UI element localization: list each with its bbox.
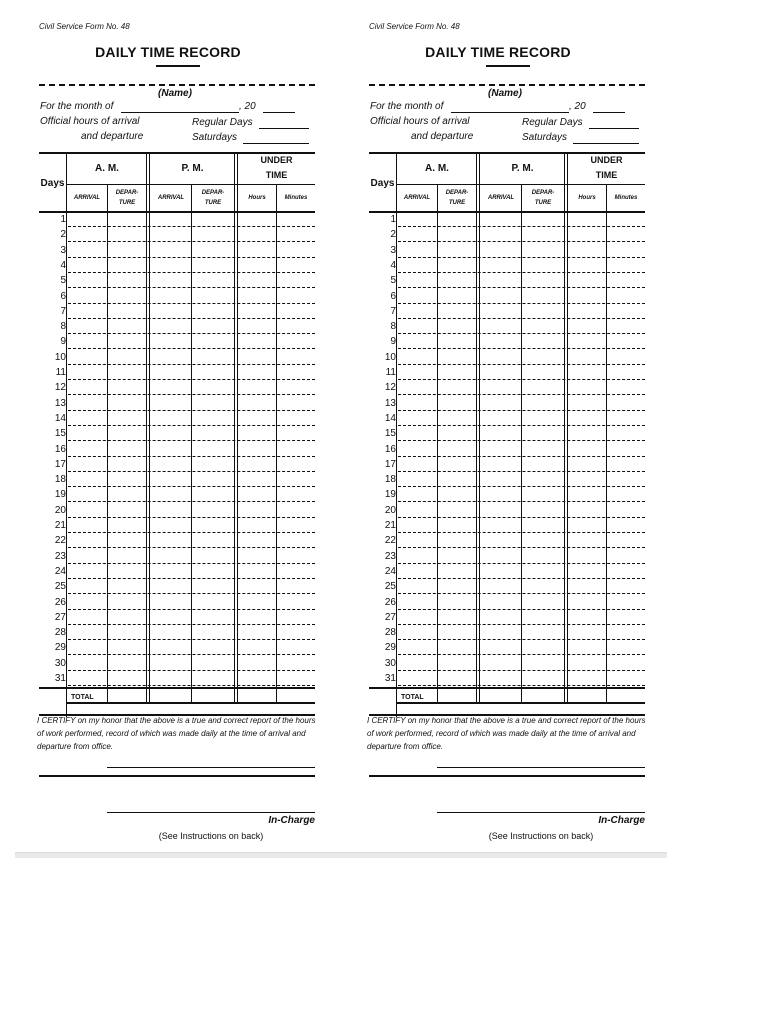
- day-row-line: [68, 440, 315, 441]
- day-number: 20: [384, 504, 396, 516]
- day-row-line: [68, 486, 315, 487]
- title-underline: [486, 65, 530, 67]
- day-number: 7: [60, 305, 66, 317]
- day-row-line: [68, 471, 315, 472]
- day-number: 3: [60, 244, 66, 256]
- in-charge-label: In-Charge: [598, 815, 645, 826]
- day-row-line: [398, 425, 645, 426]
- days-header: Days: [370, 178, 395, 189]
- day-number: 18: [54, 474, 66, 486]
- day-row-line: [398, 624, 645, 625]
- day-row-line: [68, 609, 315, 610]
- instructions-note: (See Instructions on back): [158, 831, 264, 841]
- day-number: 15: [54, 428, 66, 440]
- day-number: 6: [390, 290, 396, 302]
- regular-days-blank: [259, 128, 309, 129]
- day-number: 5: [390, 275, 396, 287]
- minutes-header: Minutes: [614, 195, 638, 201]
- day-number: 26: [54, 596, 66, 608]
- day-row-line: [68, 241, 315, 242]
- day-number: 11: [385, 367, 396, 378]
- day-row-line: [68, 226, 315, 227]
- day-number: 14: [54, 412, 66, 424]
- day-number: 15: [384, 428, 396, 440]
- day-number: 20: [54, 504, 66, 516]
- day-row-line: [398, 272, 645, 273]
- day-row-line: [398, 563, 645, 564]
- day-number: 3: [390, 244, 396, 256]
- day-number: 2: [60, 229, 66, 241]
- am-departure-header-2: TURE: [118, 200, 136, 206]
- day-row-line: [68, 379, 315, 380]
- day-row-line: [398, 517, 645, 518]
- day-row-line: [398, 333, 645, 334]
- day-number: 23: [384, 550, 396, 562]
- day-row-line: [398, 379, 645, 380]
- under-header: UNDER: [260, 155, 293, 165]
- day-number: 1: [60, 214, 66, 225]
- day-number: 25: [384, 581, 396, 593]
- day-number: 29: [54, 642, 66, 654]
- day-row-line: [398, 456, 645, 457]
- divider-line: [369, 775, 645, 777]
- day-number: 18: [384, 474, 396, 486]
- month-blank: [121, 112, 239, 113]
- am-arrival-header: ARRIVAL: [73, 195, 101, 201]
- day-number: 8: [390, 321, 396, 333]
- day-row-line: [68, 257, 315, 258]
- day-number: 12: [384, 382, 396, 394]
- day-row-line: [68, 456, 315, 457]
- day-row-line: [398, 486, 645, 487]
- day-number: 17: [384, 458, 396, 470]
- month-blank: [451, 112, 569, 113]
- dtr-form-left: [37, 0, 327, 860]
- form-title: DAILY TIME RECORD: [95, 44, 241, 60]
- form-number: Civil Service Form No. 48: [39, 22, 130, 31]
- day-number: 4: [60, 259, 66, 271]
- saturdays-blank: [573, 143, 639, 144]
- year-blank: [593, 112, 625, 113]
- day-row-line: [68, 410, 315, 411]
- day-row-line: [68, 348, 315, 349]
- time-record-table: [39, 152, 315, 717]
- day-number: 23: [54, 550, 66, 562]
- day-row-line: [398, 364, 645, 365]
- year-label: , 20: [569, 101, 586, 112]
- day-row-line: [68, 670, 315, 671]
- employee-signature-line: [437, 767, 645, 768]
- minutes-header: Minutes: [284, 195, 308, 201]
- day-row-line: [68, 318, 315, 319]
- day-number: 6: [60, 290, 66, 302]
- name-label: (Name): [488, 88, 522, 99]
- pm-header: P. M.: [181, 163, 204, 174]
- day-number: 19: [384, 489, 396, 501]
- pm-arrival-header: ARRIVAL: [157, 195, 185, 201]
- day-number: 19: [54, 489, 66, 501]
- dtr-form-right: [367, 0, 657, 860]
- am-departure-header: DEPAR-: [445, 190, 469, 196]
- day-number: 22: [384, 535, 396, 547]
- day-number: 31: [384, 673, 396, 684]
- in-charge-label: In-Charge: [268, 815, 315, 826]
- day-number: 27: [384, 611, 396, 623]
- day-row-line: [68, 425, 315, 426]
- certification-text: I CERTIFY on my honor that the above is a true and correct report of the hours of work performed, record of which was made daily at the time of arrival and departure from office.: [367, 716, 646, 751]
- day-row-line: [398, 241, 645, 242]
- in-charge-signature-line: [107, 812, 315, 813]
- day-row-line: [398, 685, 645, 686]
- day-number: 13: [54, 397, 66, 409]
- day-row-line: [398, 654, 645, 655]
- regular-days-label: Regular Days: [522, 117, 583, 128]
- horizontal-scrollbar[interactable]: [15, 852, 667, 858]
- day-row-line: [68, 287, 315, 288]
- year-blank: [263, 112, 295, 113]
- day-row-line: [398, 501, 645, 502]
- pm-header: P. M.: [511, 163, 534, 174]
- day-number: 27: [54, 611, 66, 623]
- certification-text: I CERTIFY on my honor that the above is a true and correct report of the hours of work performed, record of which was made daily at the time of arrival and departure from office.: [37, 716, 316, 751]
- day-row-line: [398, 440, 645, 441]
- day-row-line: [68, 547, 315, 548]
- day-row-line: [398, 394, 645, 395]
- day-number: 5: [60, 275, 66, 287]
- regular-days-blank: [589, 128, 639, 129]
- day-row-line: [398, 578, 645, 579]
- title-underline: [156, 65, 200, 67]
- day-row-line: [68, 532, 315, 533]
- day-row-line: [68, 639, 315, 640]
- form-title: DAILY TIME RECORD: [425, 44, 571, 60]
- day-row-line: [398, 348, 645, 349]
- saturdays-label: Saturdays: [192, 132, 238, 143]
- day-number: 29: [384, 642, 396, 654]
- year-label: , 20: [239, 101, 256, 112]
- name-line: [369, 84, 645, 86]
- day-number: 21: [384, 520, 396, 531]
- pm-arrival-header: ARRIVAL: [487, 195, 515, 201]
- day-row-line: [68, 654, 315, 655]
- pm-departure-header: DEPAR-: [531, 190, 555, 196]
- day-number: 9: [390, 336, 396, 348]
- day-number: 1: [390, 214, 396, 225]
- day-number: 9: [60, 336, 66, 348]
- day-number: 30: [384, 657, 396, 669]
- departure-label: and departure: [411, 131, 474, 142]
- day-number: 24: [384, 565, 396, 577]
- time-record-table: [369, 152, 645, 717]
- day-number: 16: [384, 443, 396, 455]
- day-row-line: [68, 578, 315, 579]
- am-departure-header-2: TURE: [448, 200, 466, 206]
- day-number: 21: [54, 520, 66, 531]
- day-row-line: [398, 287, 645, 288]
- day-row-line: [68, 333, 315, 334]
- am-departure-header: DEPAR-: [115, 190, 139, 196]
- day-number: 4: [390, 259, 396, 271]
- departure-label: and departure: [81, 131, 144, 142]
- day-row-line: [68, 394, 315, 395]
- am-arrival-header: ARRIVAL: [403, 195, 431, 201]
- day-number: 11: [55, 367, 66, 378]
- day-row-line: [68, 624, 315, 625]
- day-number: 25: [54, 581, 66, 593]
- day-row-line: [68, 685, 315, 686]
- day-number: 16: [54, 443, 66, 455]
- name-label: (Name): [158, 88, 192, 99]
- under-header: UNDER: [590, 155, 623, 165]
- day-row-line: [398, 226, 645, 227]
- day-row-line: [68, 272, 315, 273]
- day-number: 8: [60, 321, 66, 333]
- day-row-line: [398, 609, 645, 610]
- day-number: 13: [384, 397, 396, 409]
- day-row-line: [398, 257, 645, 258]
- official-hours-label: Official hours of arrival: [370, 116, 470, 127]
- day-number: 28: [54, 627, 66, 639]
- hours-header: Hours: [578, 195, 596, 201]
- time-header: TIME: [265, 170, 288, 180]
- employee-signature-line: [107, 767, 315, 768]
- day-row-line: [68, 364, 315, 365]
- day-row-line: [398, 471, 645, 472]
- day-row-line: [398, 410, 645, 411]
- day-row-line: [398, 547, 645, 548]
- hours-header: Hours: [248, 195, 266, 201]
- pm-departure-header-2: TURE: [204, 200, 222, 206]
- day-row-line: [68, 563, 315, 564]
- day-number: 31: [54, 673, 66, 684]
- month-label: For the month of: [370, 101, 444, 112]
- total-label: TOTAL: [401, 694, 424, 701]
- day-row-line: [68, 517, 315, 518]
- day-number: 10: [54, 351, 66, 363]
- am-header: A. M.: [95, 163, 119, 174]
- day-number: 14: [384, 412, 396, 424]
- day-number: 17: [54, 458, 66, 470]
- saturdays-blank: [243, 143, 309, 144]
- total-label: TOTAL: [71, 694, 94, 701]
- am-header: A. M.: [425, 163, 449, 174]
- pm-departure-header: DEPAR-: [201, 190, 225, 196]
- day-number: 30: [54, 657, 66, 669]
- day-row-line: [68, 593, 315, 594]
- days-header: Days: [40, 178, 65, 189]
- day-row-line: [398, 318, 645, 319]
- day-row-line: [68, 303, 315, 304]
- day-number: 28: [384, 627, 396, 639]
- day-number: 7: [390, 305, 396, 317]
- day-row-line: [398, 670, 645, 671]
- day-row-line: [398, 593, 645, 594]
- time-header: TIME: [595, 170, 618, 180]
- pm-departure-header-2: TURE: [534, 200, 552, 206]
- day-number: 10: [384, 351, 396, 363]
- day-number: 22: [54, 535, 66, 547]
- day-number: 26: [384, 596, 396, 608]
- regular-days-label: Regular Days: [192, 117, 253, 128]
- month-label: For the month of: [40, 101, 114, 112]
- in-charge-signature-line: [437, 812, 645, 813]
- day-row-line: [68, 501, 315, 502]
- form-number: Civil Service Form No. 48: [369, 22, 460, 31]
- official-hours-label: Official hours of arrival: [40, 116, 140, 127]
- name-line: [39, 84, 315, 86]
- saturdays-label: Saturdays: [522, 132, 568, 143]
- instructions-note: (See Instructions on back): [488, 831, 594, 841]
- day-row-line: [398, 639, 645, 640]
- day-number: 12: [54, 382, 66, 394]
- day-number: 24: [54, 565, 66, 577]
- day-number: 2: [390, 229, 396, 241]
- day-row-line: [398, 532, 645, 533]
- day-row-line: [398, 303, 645, 304]
- divider-line: [39, 775, 315, 777]
